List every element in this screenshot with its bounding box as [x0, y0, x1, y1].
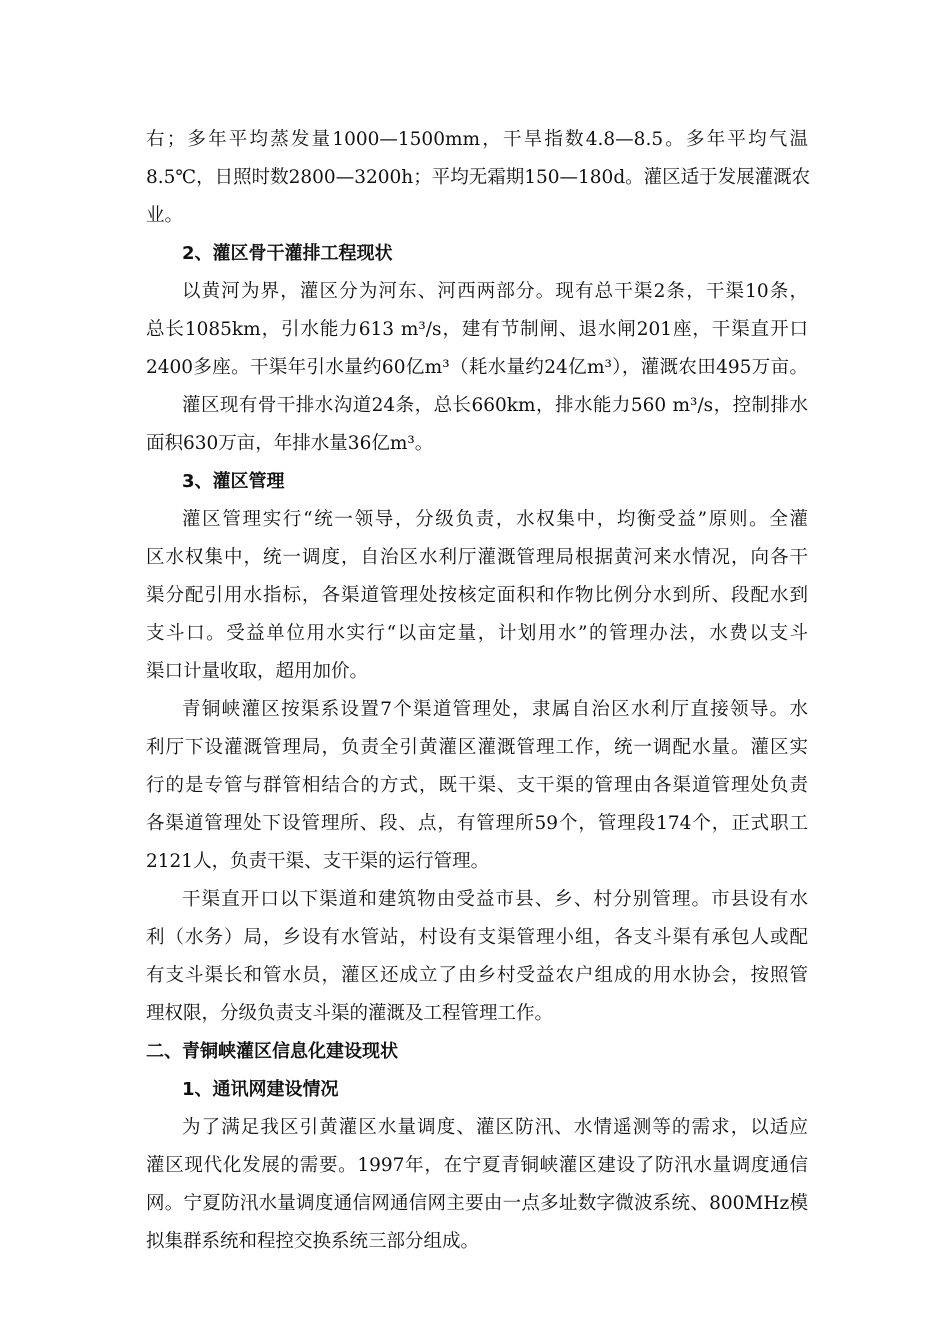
body-text-line: 以黄河为界，灌区分为河东、河西两部分。现有总干渠2条，干渠10条， [182, 281, 808, 302]
body-text-line: 理权限，分级负责支斗渠的灌溉及工程管理工作。 [146, 1003, 554, 1024]
body-text-line: 利（水务）局，乡设有水管站，村设有支渠管理小组，各支斗渠有承包人或配 [146, 927, 808, 948]
body-text-line: 干渠直开口以下渠道和建筑物由受益市县、乡、村分别管理。市县设有水 [182, 889, 808, 910]
body-text-line: 2121人，负责干渠、支干渠的运行管理。 [146, 851, 490, 872]
body-text-line: 渠口计量收取，超用加价。 [146, 661, 369, 682]
body-text-line: 业。 [146, 205, 184, 226]
body-text-line: 支斗口。受益单位用水实行“以亩定量，计划用水”的管理办法，水费以支斗 [146, 623, 808, 644]
body-text-line: 区水权集中，统一调度，自治区水利厅灌溉管理局根据黄河来水情况，向各干 [146, 547, 808, 568]
body-text-line: 灌区管理实行“统一领导，分级负责，水权集中，均衡受益”原则。全灌 [182, 509, 808, 530]
section-heading: 3、灌区管理 [182, 471, 285, 492]
body-text-line: 各渠道管理处下设管理所、段、点，有管理所59个，管理段174个，正式职工 [146, 813, 808, 834]
body-text-line: 面积630万亩，年排水量36亿m³。 [146, 433, 434, 454]
body-text-line: 8.5℃，日照时数2800—3200h；平均无霜期150—180d。灌区适于发展灌溉农 [146, 167, 811, 188]
body-text-line: 行的是专管与群管相结合的方式，既干渠、支干渠的管理由各渠道管理处负责 [146, 775, 808, 796]
body-text-line: 灌区现代化发展的需要。1997年，在宁夏青铜峡灌区建设了防汛水量调度通信 [146, 1155, 808, 1176]
body-text-line: 有支斗渠长和管水员，灌区还成立了由乡村受益农户组成的用水协会，按照管 [146, 965, 808, 986]
body-text-line: 渠分配引用水指标，各渠道管理处按核定面积和作物比例分水到所、段配水到 [146, 585, 808, 606]
body-text-line: 网。宁夏防汛水量调度通信网通信网主要由一点多址数字微波系统、800MHz模 [146, 1193, 808, 1214]
section-heading: 1、通讯网建设情况 [182, 1079, 339, 1100]
body-text-line: 拟集群系统和程控交换系统三部分组成。 [146, 1231, 480, 1252]
body-text-line: 右；多年平均蒸发量1000—1500mm，干旱指数4.8—8.5。多年平均气温 [146, 129, 808, 150]
body-text-line: 为了满足我区引黄灌区水量调度、灌区防汛、水情遥测等的需求，以适应 [182, 1117, 808, 1138]
body-text-line: 青铜峡灌区按渠系设置7个渠道管理处，隶属自治区水利厅直接领导。水 [182, 699, 808, 720]
body-text-line: 灌区现有骨干排水沟道24条，总长660km，排水能力560 m³/s，控制排水 [182, 395, 808, 416]
body-text-line: 2400多座。干渠年引水量约60亿m³（耗水量约24亿m³），灌溉农田495万亩。 [146, 357, 808, 378]
section-heading: 2、灌区骨干灌排工程现状 [182, 243, 393, 264]
chapter-heading: 二、青铜峡灌区信息化建设现状 [146, 1041, 398, 1062]
body-text-line: 利厅下设灌溉管理局，负责全引黄灌区灌溉管理工作，统一调配水量。灌区实 [146, 737, 808, 758]
body-text-line: 总长1085km，引水能力613 m³/s，建有节制闸、退水闸201座，干渠直开口 [146, 319, 808, 340]
